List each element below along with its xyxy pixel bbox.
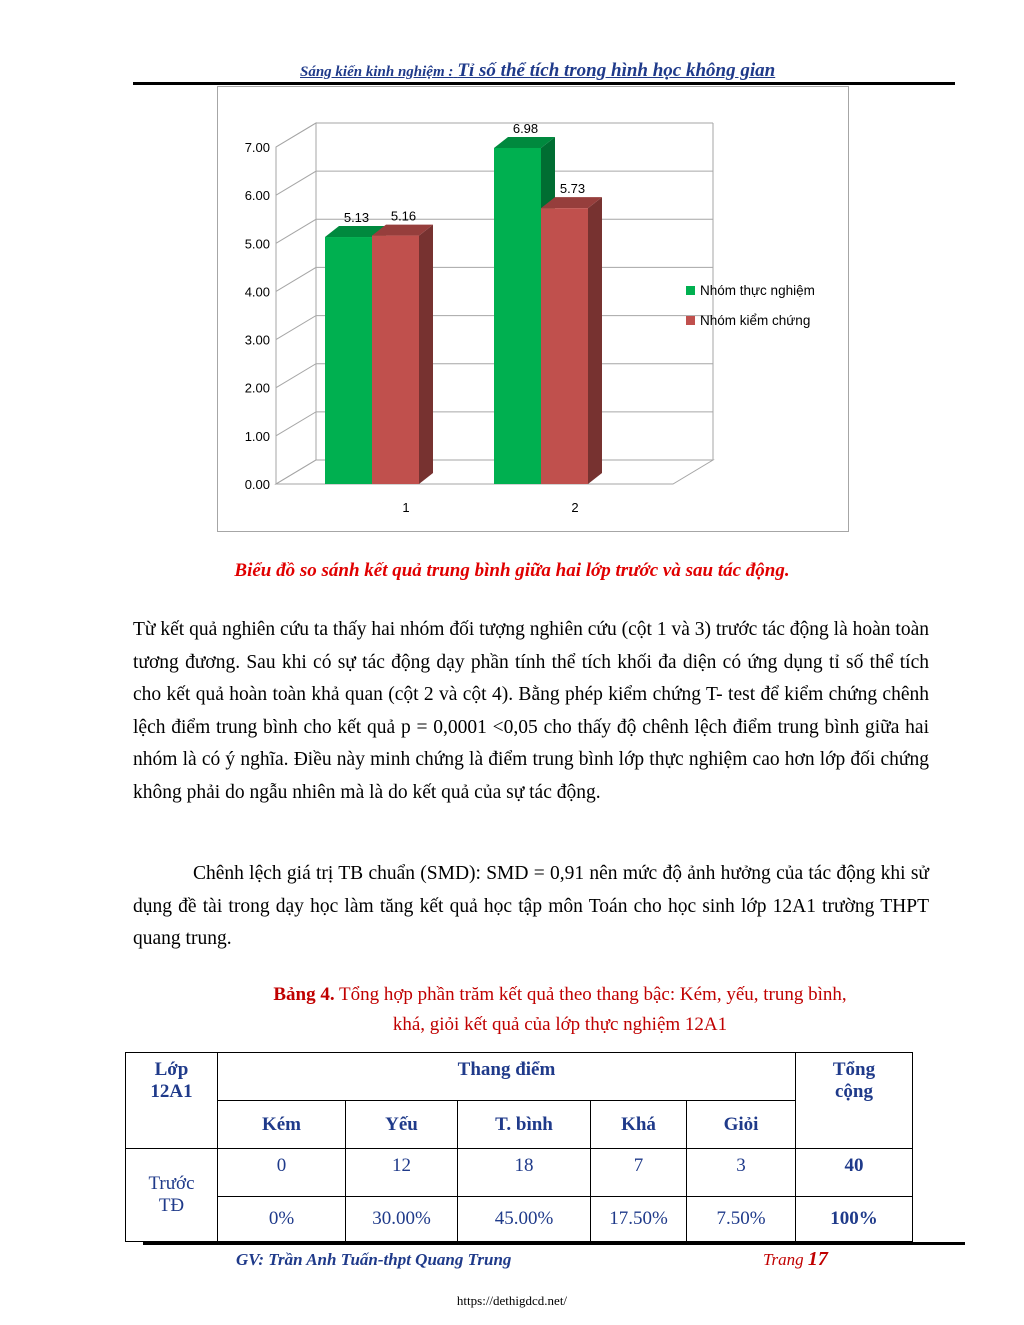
total-header-cell	[796, 1053, 913, 1149]
count-gioi: 3	[687, 1149, 796, 1197]
total-header-line1: Tổng	[832, 1059, 876, 1080]
y-tick-label: 6.00	[244, 188, 270, 204]
chart-svg	[218, 87, 848, 531]
y-tick-label: 0.00	[244, 477, 270, 492]
x-tick-label: 1	[402, 500, 410, 515]
footer-page-label: Trang	[763, 1250, 804, 1269]
grade-header-tbinh: T. bình	[458, 1101, 591, 1149]
footer-author: GV: Trần Anh Tuấn-thpt Quang Trung	[236, 1250, 512, 1269]
percent-yeu: 30.00%	[346, 1197, 458, 1242]
legend-swatch	[686, 316, 695, 325]
table-caption-label: Bảng 4.	[273, 984, 335, 1005]
row-label-line2: TĐ	[158, 1195, 185, 1216]
chart-caption: Biểu đồ so sánh kết quả trung bình giữa hai lớp trước và sau tác động.	[234, 560, 790, 581]
footer-url: https://dethigdcd.net/	[456, 1293, 568, 1308]
y-tick-label: 1.00	[244, 428, 270, 444]
grade-header-kha: Khá	[591, 1101, 687, 1149]
row-label-cell	[126, 1149, 218, 1242]
percent-kem: 0%	[218, 1197, 346, 1242]
data-label: 5.13	[343, 210, 370, 226]
paragraph-2: Chênh lệch giá trị TB chuẩn (SMD): SMD = 0,91 nên mức độ ảnh hưởng của tác động khi sử dụng đề tài trong dạy học làm tăng kết quả học tập môn Toán cho học sinh lớp 12A1 trường THPT quang trung.	[133, 863, 929, 949]
y-tick-label: 4.00	[244, 284, 270, 300]
class-header-line2: 12A1	[150, 1081, 193, 1102]
results-table	[125, 1052, 913, 1242]
y-tick-label: 5.00	[244, 236, 270, 252]
count-tbinh: 18	[458, 1149, 591, 1197]
bar-side	[419, 225, 433, 484]
table-caption	[180, 980, 940, 1040]
page-header	[300, 60, 775, 82]
y-tick-label: 7.00	[244, 140, 270, 155]
class-header-line1: Lớp	[154, 1059, 189, 1080]
legend-label: Nhóm kiểm chứng	[700, 313, 811, 328]
chart-side-wall	[276, 123, 316, 484]
x-tick-label: 2	[571, 500, 579, 515]
class-header-cell	[126, 1053, 218, 1149]
footer-rule	[143, 1242, 965, 1245]
paragraph-1: Từ kết quả nghiên cứu ta thấy hai nhóm đối tượng nghiên cứu (cột 1 và 3) trước tác động là hoàn toàn tương đương. Sau khi có sự tác động dạy phần tính thể tích khối đa diện có ứng dụng tỉ số thể tích cho kết quả hoàn toàn khả quan (cột 2 và cột 4). Bằng phép kiểm chứng T- test để kiểm chứng chênh lệch điểm trung bình cho kết quả p = 0,0001 <0,05 cho thấy độ chênh lệch điểm trung bình giữa hai nhóm là có ý nghĩa. Điều này minh chứng là điểm trung bình lớp thực nghiệm cao hơn lớp đối chứng không phải do ngẫu nhiên mà là do kết quả của sự tác động.	[133, 619, 929, 803]
row-label-line1: Trước	[148, 1173, 195, 1194]
footer-page	[763, 1248, 828, 1271]
grade-header-kem: Kém	[218, 1101, 346, 1149]
count-yeu: 12	[346, 1149, 458, 1197]
percent-total: 100%	[796, 1197, 913, 1242]
y-tick-label: 3.00	[244, 332, 270, 348]
bar	[372, 236, 419, 484]
grade-group-header: Thang điểm	[218, 1053, 796, 1101]
count-kem: 0	[218, 1149, 346, 1197]
bar	[325, 237, 372, 484]
header-rule	[133, 82, 955, 85]
percent-kha: 17.50%	[591, 1197, 687, 1242]
bar-side	[588, 197, 602, 484]
bar-chart	[217, 86, 849, 532]
count-kha: 7	[591, 1149, 687, 1197]
percent-gioi: 7.50%	[687, 1197, 796, 1242]
total-header-line2: cộng	[835, 1081, 873, 1102]
legend-label: Nhóm thực nghiệm	[700, 283, 815, 298]
table-caption-line2: khá, giỏi kết quả của lớp thực nghiệm 12A1	[392, 1014, 728, 1035]
data-label: 5.73	[559, 181, 586, 197]
grade-header-yeu: Yếu	[346, 1101, 458, 1149]
footer-page-number: 17	[807, 1248, 828, 1270]
bar	[494, 148, 541, 484]
data-label: 6.98	[512, 120, 539, 136]
count-total: 40	[796, 1149, 913, 1197]
legend-swatch	[686, 286, 695, 295]
bar	[541, 208, 588, 484]
data-label: 5.16	[390, 208, 417, 224]
table-caption-line1: Tổng hợp phần trăm kết quả theo thang bậc: Kém, yếu, trung bình,	[334, 984, 847, 1005]
y-gridline	[276, 120, 713, 147]
header-title: Tỉ số thể tích trong hình học không gian	[457, 60, 776, 81]
y-tick-label: 2.00	[244, 380, 270, 396]
percent-tbinh: 45.00%	[458, 1197, 591, 1242]
header-prefix: Sáng kiến kinh nghiệm :	[300, 64, 454, 80]
grade-header-gioi: Giỏi	[687, 1101, 796, 1149]
